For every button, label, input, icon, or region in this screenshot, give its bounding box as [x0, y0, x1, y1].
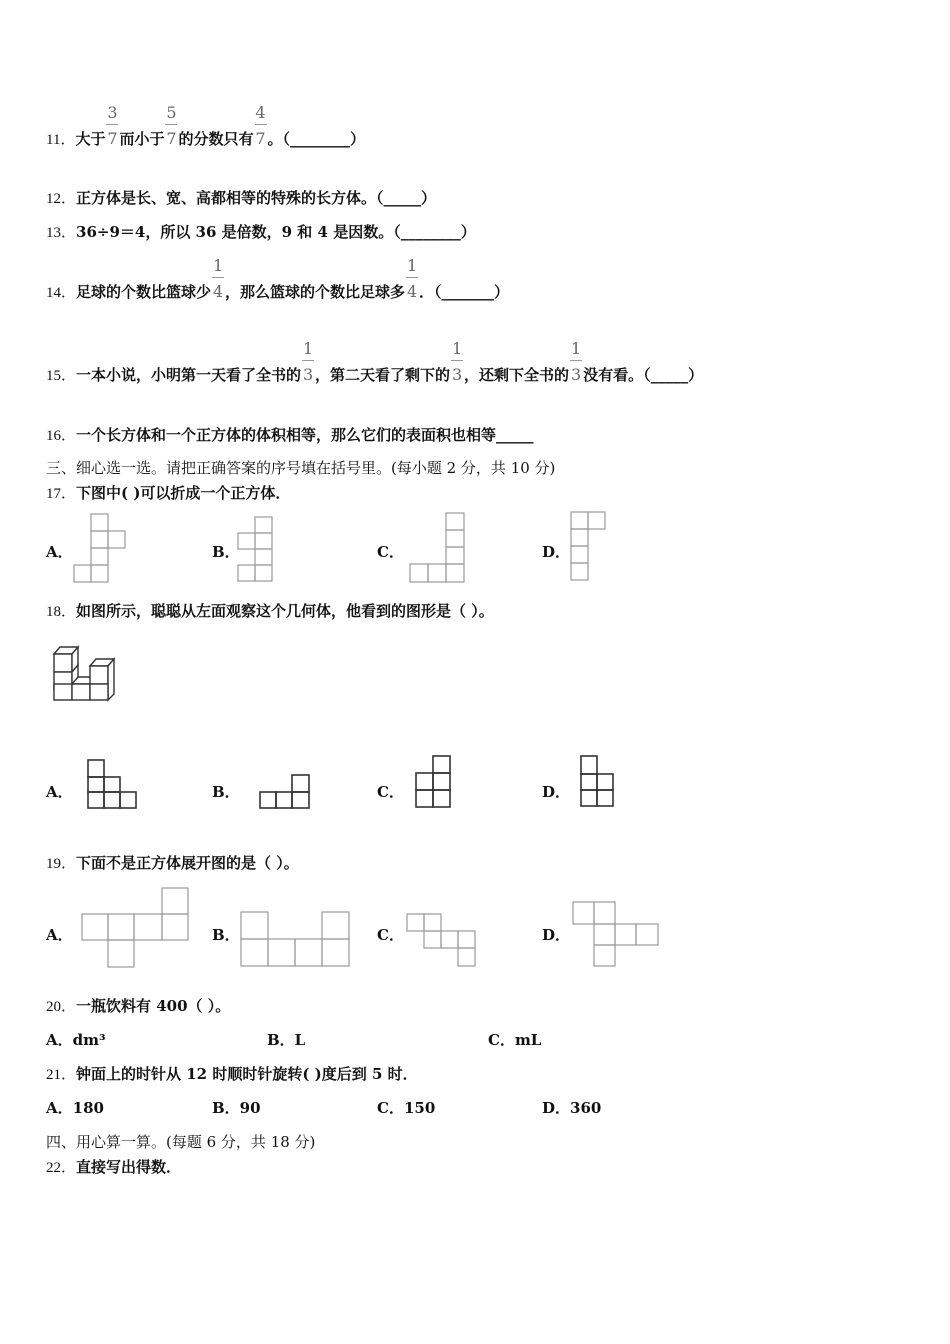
question-number: 15． — [46, 368, 77, 384]
question-text: 大于 — [75, 130, 106, 148]
numerator: 1 — [302, 339, 314, 358]
denominator: 3 — [570, 365, 582, 384]
option-c-label[interactable]: C． — [377, 543, 404, 561]
numerator: 1 — [212, 256, 224, 275]
section-heading-3: 三、细心选一选。请把正确答案的序号填在括号里。(每小题 2 分，共 10 分) — [46, 459, 556, 477]
question-text: ，还剩下全书的 — [464, 366, 570, 384]
question-14 — [46, 256, 510, 302]
answer-blank: 没有看。（_____） — [583, 366, 704, 384]
cube-net-figure-b[interactable] — [238, 516, 274, 584]
question-number: 12． — [46, 191, 77, 207]
unfold-figure-a[interactable] — [80, 887, 190, 969]
fraction — [405, 256, 419, 301]
option-b-90[interactable]: B．90 — [212, 1099, 261, 1117]
fraction — [450, 339, 464, 384]
question-text: 正方体是长、宽、高都相等的特殊的长方体。（_____） — [76, 189, 437, 207]
option-b-label[interactable]: B． — [212, 543, 240, 561]
view-figure-c[interactable] — [415, 755, 453, 813]
fraction — [211, 256, 225, 301]
fraction — [164, 103, 178, 148]
question-text: 钟面上的时针从 12 时顺时针旋转( )度后到 5 时． — [76, 1065, 418, 1083]
option-d-label[interactable]: D． — [542, 926, 571, 944]
unfold-figure-b[interactable] — [240, 911, 352, 969]
question-19 — [46, 852, 299, 873]
option-b-liter[interactable]: B．L — [267, 1031, 306, 1049]
denominator: 7 — [107, 129, 118, 148]
question-number: 14． — [46, 285, 77, 301]
question-number: 11． — [46, 132, 76, 148]
question-number: 21． — [46, 1067, 77, 1083]
view-figure-b[interactable] — [259, 774, 313, 810]
option-a-label[interactable]: A． — [46, 543, 73, 561]
question-18 — [46, 600, 494, 621]
denominator: 4 — [212, 282, 224, 301]
option-c-label[interactable]: C． — [377, 926, 404, 944]
option-a-label[interactable]: A． — [46, 783, 73, 801]
denominator: 3 — [302, 365, 314, 384]
view-figure-d[interactable] — [580, 755, 616, 811]
numerator: 1 — [406, 256, 418, 275]
question-number: 19． — [46, 856, 77, 872]
unfold-figure-d[interactable] — [572, 901, 662, 969]
question-12 — [46, 187, 436, 208]
numerator: 3 — [107, 103, 118, 122]
question-number: 22． — [46, 1160, 77, 1176]
answer-blank: 。（________） — [267, 130, 366, 148]
denominator: 4 — [406, 282, 418, 301]
question-17 — [46, 482, 290, 503]
denominator: 7 — [166, 129, 177, 148]
question-22 — [46, 1156, 181, 1177]
denominator: 3 — [451, 365, 463, 384]
question-text: 足球的个数比篮球少 — [76, 283, 212, 301]
question-number: 13． — [46, 225, 77, 241]
option-b-label[interactable]: B． — [212, 783, 240, 801]
option-a-180[interactable]: A．180 — [46, 1099, 104, 1117]
option-a-label[interactable]: A． — [46, 926, 73, 944]
numerator: 1 — [570, 339, 582, 358]
question-16 — [46, 424, 534, 445]
fraction — [254, 103, 268, 148]
solid-cubes-figure — [52, 644, 122, 704]
question-number: 16． — [46, 428, 77, 444]
section-heading-4: 四、用心算一算。(每题 6 分，共 18 分) — [46, 1133, 316, 1151]
question-11 — [46, 103, 366, 149]
option-d-360[interactable]: D．360 — [542, 1099, 602, 1117]
question-text: 如图所示，聪聪从左面观察这个几何体，他看到的图形是（ ）。 — [76, 602, 494, 620]
denominator: 7 — [255, 129, 266, 148]
option-c-150[interactable]: C．150 — [377, 1099, 436, 1117]
question-20 — [46, 995, 230, 1016]
unfold-figure-c[interactable] — [406, 913, 478, 969]
question-text: 的分数只有 — [178, 130, 254, 148]
answer-blank: ．（_______） — [419, 283, 510, 301]
question-text: 一个长方体和一个正方体的体积相等，那么它们的表面积也相等_____ — [76, 426, 534, 444]
question-text: 36÷9＝4，所以 36 是倍数，9 和 4 是因数。（________） — [76, 223, 476, 241]
fraction — [301, 339, 315, 384]
fraction — [569, 339, 583, 384]
question-text: ，第二天看了剩下的 — [315, 366, 451, 384]
cube-net-figure-a[interactable] — [74, 513, 130, 583]
option-c-milliliter[interactable]: C．mL — [488, 1031, 542, 1049]
question-text: 一瓶饮料有 400（ ）。 — [76, 997, 231, 1015]
question-text: ，那么篮球的个数比足球多 — [225, 283, 406, 301]
question-text: 而小于 — [119, 130, 165, 148]
option-c-label[interactable]: C． — [377, 783, 404, 801]
view-figure-a[interactable] — [87, 759, 139, 811]
option-a-dm3[interactable]: A．dm³ — [46, 1031, 106, 1049]
option-b-label[interactable]: B． — [212, 926, 240, 944]
question-text: 一本小说，小明第一天看了全书的 — [76, 366, 302, 384]
option-d-label[interactable]: D． — [542, 783, 571, 801]
question-number: 20． — [46, 999, 77, 1015]
question-text: 下图中( )可以折成一个正方体． — [76, 484, 291, 502]
option-d-label[interactable]: D． — [542, 543, 571, 561]
question-15 — [46, 339, 704, 385]
fraction — [105, 103, 119, 148]
question-text: 直接写出得数． — [76, 1158, 182, 1176]
question-text: 下面不是正方体展开图的是（ ）。 — [76, 854, 299, 872]
question-number: 17． — [46, 486, 77, 502]
question-number: 18． — [46, 604, 77, 620]
cube-net-figure-c[interactable] — [410, 512, 466, 584]
numerator: 4 — [255, 103, 266, 122]
question-13 — [46, 221, 476, 242]
cube-net-figure-d[interactable] — [570, 511, 608, 583]
numerator: 1 — [451, 339, 463, 358]
numerator: 5 — [166, 103, 177, 122]
question-21 — [46, 1063, 418, 1084]
